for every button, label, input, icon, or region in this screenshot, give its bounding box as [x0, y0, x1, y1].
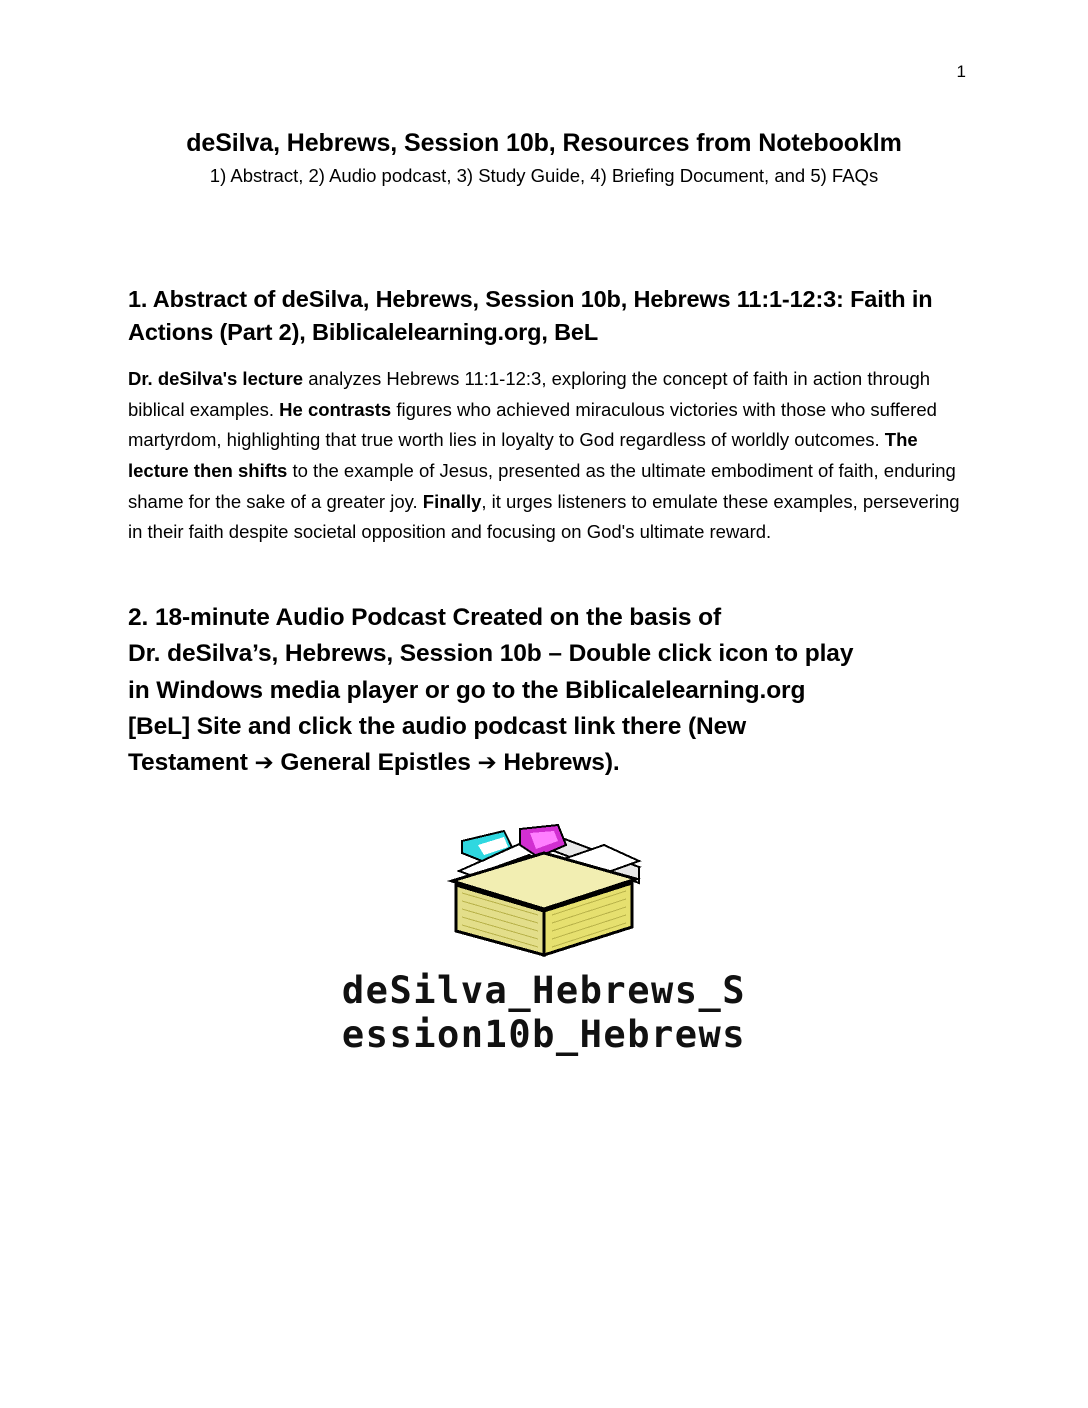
windows-media-package-icon[interactable] [434, 823, 654, 958]
section-2-heading-line-2: Dr. deSilva’s, Hebrews, Session 10b – Double click icon to play [128, 640, 854, 668]
section-1-heading: 1. Abstract of deSilva, Hebrews, Session 10b, Hebrews 11:1-12:3: Faith in Actions (Part 2), Biblicalelearning.org, BeL [128, 286, 933, 346]
section-2-heading-line-3: in Windows media player or go to the Biblicalelearning.org [128, 676, 806, 704]
section-2-heading-line-4: [BeL] Site and click the audio podcast link there (New [128, 712, 747, 740]
arrow-right-icon-2: ➔ [477, 750, 497, 777]
abstract-text-3: to the example of Jesus, presented as the ultimate embodiment of faith, enduring shame for the sake of a greater joy. [128, 459, 956, 512]
arrow-right-icon: ➔ [254, 750, 274, 777]
abstract-text-1: analyzes Hebrews 11:1-12:3, exploring the concept of faith in action through biblical examples. [128, 367, 931, 420]
abstract-bold-2: He contrasts [279, 398, 392, 420]
section-2-heading-line-5-part-c: Hebrews). [496, 749, 620, 777]
section-2-heading-line-5-part-b: General Epistles [273, 749, 478, 777]
abstract-bold-4: Finally [422, 490, 482, 512]
section-1-paragraph [128, 364, 960, 548]
audio-file-label-line-1: deSilva_Hebrews_S [341, 969, 747, 1013]
audio-podcast-embed[interactable] [128, 823, 960, 1056]
abstract-bold-3: The lecture then shifts [128, 429, 918, 481]
abstract-text-4: , it urges listeners to emulate these examples, persevering in their faith despite societal opposition and focusing on God's ultimate reward. [128, 490, 960, 543]
section-2-heading-line-1: 2. 18-minute Audio Podcast Created on the basis of [128, 604, 722, 632]
package-icon-graphic [434, 823, 654, 958]
section-2-heading [128, 600, 960, 781]
abstract-text-2: figures who achieved miraculous victories with those who suffered martyrdom, highlighting that true worth lies in loyalty to God regardless of worldly outcomes. [128, 398, 937, 451]
audio-file-label-line-2: ession10b_Hebrews [341, 1012, 747, 1056]
section-2-heading-line-5-part-a: Testament [128, 749, 255, 777]
abstract-lead-bold: Dr. deSilva's lecture [128, 367, 304, 389]
document-content [128, 128, 960, 1057]
page-number: 1 [956, 62, 966, 81]
audio-file-label [128, 969, 960, 1056]
page-title: deSilva, Hebrews, Session 10b, Resources from Notebooklm [186, 129, 902, 157]
page-subtitle: 1) Abstract, 2) Audio podcast, 3) Study Guide, 4) Briefing Document, and 5) FAQs [209, 165, 879, 186]
